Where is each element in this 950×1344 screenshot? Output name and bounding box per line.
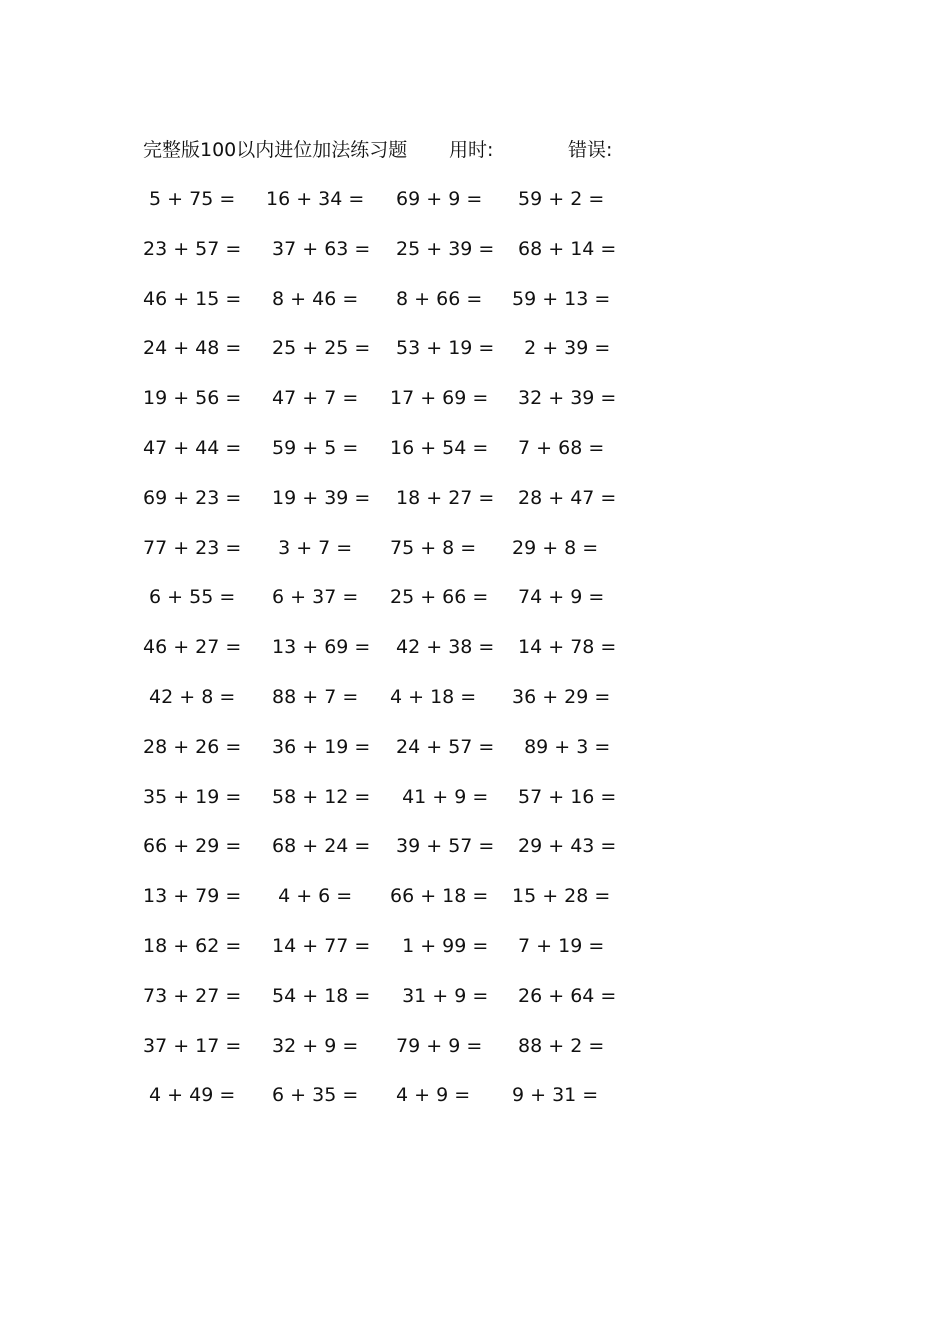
addition-problem: 88 + 2 = (512, 1034, 605, 1057)
addition-problem: 47 + 44 = (143, 437, 242, 459)
addition-problem: 4 + 6 = (266, 885, 353, 908)
addition-problem: 79 + 9 = (390, 1034, 483, 1057)
addition-problem: 46 + 15 = (143, 287, 242, 310)
addition-problem: 14 + 77 = (266, 935, 371, 957)
addition-problem: 6 + 55 = (143, 586, 236, 609)
addition-problem: 37 + 63 = (266, 237, 371, 260)
problem-row (0, 534, 950, 584)
addition-problem: 31 + 9 = (390, 984, 489, 1007)
problem-row (0, 235, 950, 285)
addition-problem: 28 + 26 = (143, 735, 242, 758)
addition-problem: 66 + 18 = (390, 885, 489, 908)
addition-problem: 24 + 57 = (390, 735, 495, 758)
problem-row (0, 484, 950, 534)
addition-problem: 24 + 48 = (143, 337, 242, 360)
addition-problem: 47 + 7 = (266, 387, 359, 410)
addition-problem: 41 + 9 = (390, 785, 489, 808)
problem-row (0, 982, 950, 1032)
addition-problem: 6 + 35 = (266, 1084, 359, 1107)
addition-problem: 25 + 25 = (266, 337, 371, 360)
addition-problem: 18 + 62 = (143, 935, 242, 957)
addition-problem: 7 + 68 = (512, 437, 605, 459)
problem-row (0, 1081, 950, 1131)
addition-problem: 32 + 39 = (512, 387, 617, 410)
addition-problem: 88 + 7 = (266, 686, 359, 708)
addition-problem: 58 + 12 = (266, 785, 371, 808)
problem-row (0, 633, 950, 683)
addition-problem: 8 + 46 = (266, 287, 359, 310)
addition-problem: 4 + 18 = (390, 686, 477, 708)
addition-problem: 42 + 38 = (390, 636, 495, 659)
addition-problem: 68 + 14 = (512, 237, 617, 260)
addition-problem: 28 + 47 = (512, 486, 617, 509)
problem-row (0, 1032, 950, 1082)
addition-problem: 23 + 57 = (143, 237, 242, 260)
addition-problem: 69 + 9 = (390, 188, 483, 210)
problem-row (0, 334, 950, 384)
addition-problem: 36 + 29 = (512, 686, 611, 708)
addition-problem: 54 + 18 = (266, 984, 371, 1007)
problem-row (0, 783, 950, 833)
addition-problem: 46 + 27 = (143, 636, 242, 659)
addition-problem: 66 + 29 = (143, 835, 242, 858)
addition-problem: 5 + 75 = (143, 188, 236, 210)
addition-problem: 25 + 66 = (390, 586, 489, 609)
time-label: 用时: (449, 139, 494, 161)
problem-row (0, 434, 950, 484)
addition-problem: 15 + 28 = (512, 885, 611, 908)
addition-problem: 73 + 27 = (143, 984, 242, 1007)
addition-problem: 13 + 69 = (266, 636, 371, 659)
addition-problem: 2 + 39 = (512, 337, 611, 360)
problem-row (0, 733, 950, 783)
addition-problem: 59 + 2 = (512, 188, 605, 210)
addition-problem: 29 + 8 = (512, 536, 599, 559)
addition-problem: 89 + 3 = (512, 735, 611, 758)
addition-problem: 37 + 17 = (143, 1034, 242, 1057)
addition-problem: 4 + 49 = (143, 1084, 236, 1107)
addition-problem: 16 + 54 = (390, 437, 489, 459)
addition-problem: 19 + 56 = (143, 387, 242, 410)
problem-row (0, 285, 950, 335)
addition-problem: 6 + 37 = (266, 586, 359, 609)
addition-problem: 32 + 9 = (266, 1034, 359, 1057)
addition-problem: 16 + 34 = (266, 188, 365, 210)
addition-problem: 7 + 19 = (512, 935, 605, 957)
addition-problem: 53 + 19 = (390, 337, 495, 360)
addition-problem: 8 + 66 = (390, 287, 483, 310)
addition-problem: 39 + 57 = (390, 835, 495, 858)
addition-problem: 18 + 27 = (390, 486, 495, 509)
problem-row (0, 832, 950, 882)
problem-row (0, 185, 950, 235)
problem-row (0, 683, 950, 733)
addition-problem: 36 + 19 = (266, 735, 371, 758)
addition-problem: 42 + 8 = (143, 686, 236, 708)
addition-problem: 75 + 8 = (390, 536, 477, 559)
problem-row (0, 882, 950, 932)
addition-problem: 9 + 31 = (512, 1084, 599, 1107)
addition-problem: 1 + 99 = (390, 935, 489, 957)
addition-problem: 14 + 78 = (512, 636, 617, 659)
addition-problem: 17 + 69 = (390, 387, 489, 410)
addition-problem: 69 + 23 = (143, 486, 242, 509)
addition-problem: 25 + 39 = (390, 237, 495, 260)
addition-problem: 19 + 39 = (266, 486, 371, 509)
problem-row (0, 583, 950, 633)
addition-problem: 59 + 13 = (512, 287, 611, 310)
problem-row (0, 932, 950, 982)
addition-problem: 74 + 9 = (512, 586, 605, 609)
problem-row (0, 384, 950, 434)
addition-problem: 77 + 23 = (143, 536, 242, 559)
addition-problem: 35 + 19 = (143, 785, 242, 808)
addition-problem: 57 + 16 = (512, 785, 617, 808)
addition-problem: 29 + 43 = (512, 835, 617, 858)
error-label: 错误: (568, 139, 613, 161)
addition-problem: 59 + 5 = (266, 437, 359, 459)
worksheet-title: 完整版100以内进位加法练习题 (143, 139, 408, 161)
addition-problem: 13 + 79 = (143, 885, 242, 908)
addition-problem: 3 + 7 = (266, 536, 353, 559)
addition-problem: 68 + 24 = (266, 835, 371, 858)
addition-problem: 26 + 64 = (512, 984, 617, 1007)
addition-problem: 4 + 9 = (390, 1084, 471, 1107)
